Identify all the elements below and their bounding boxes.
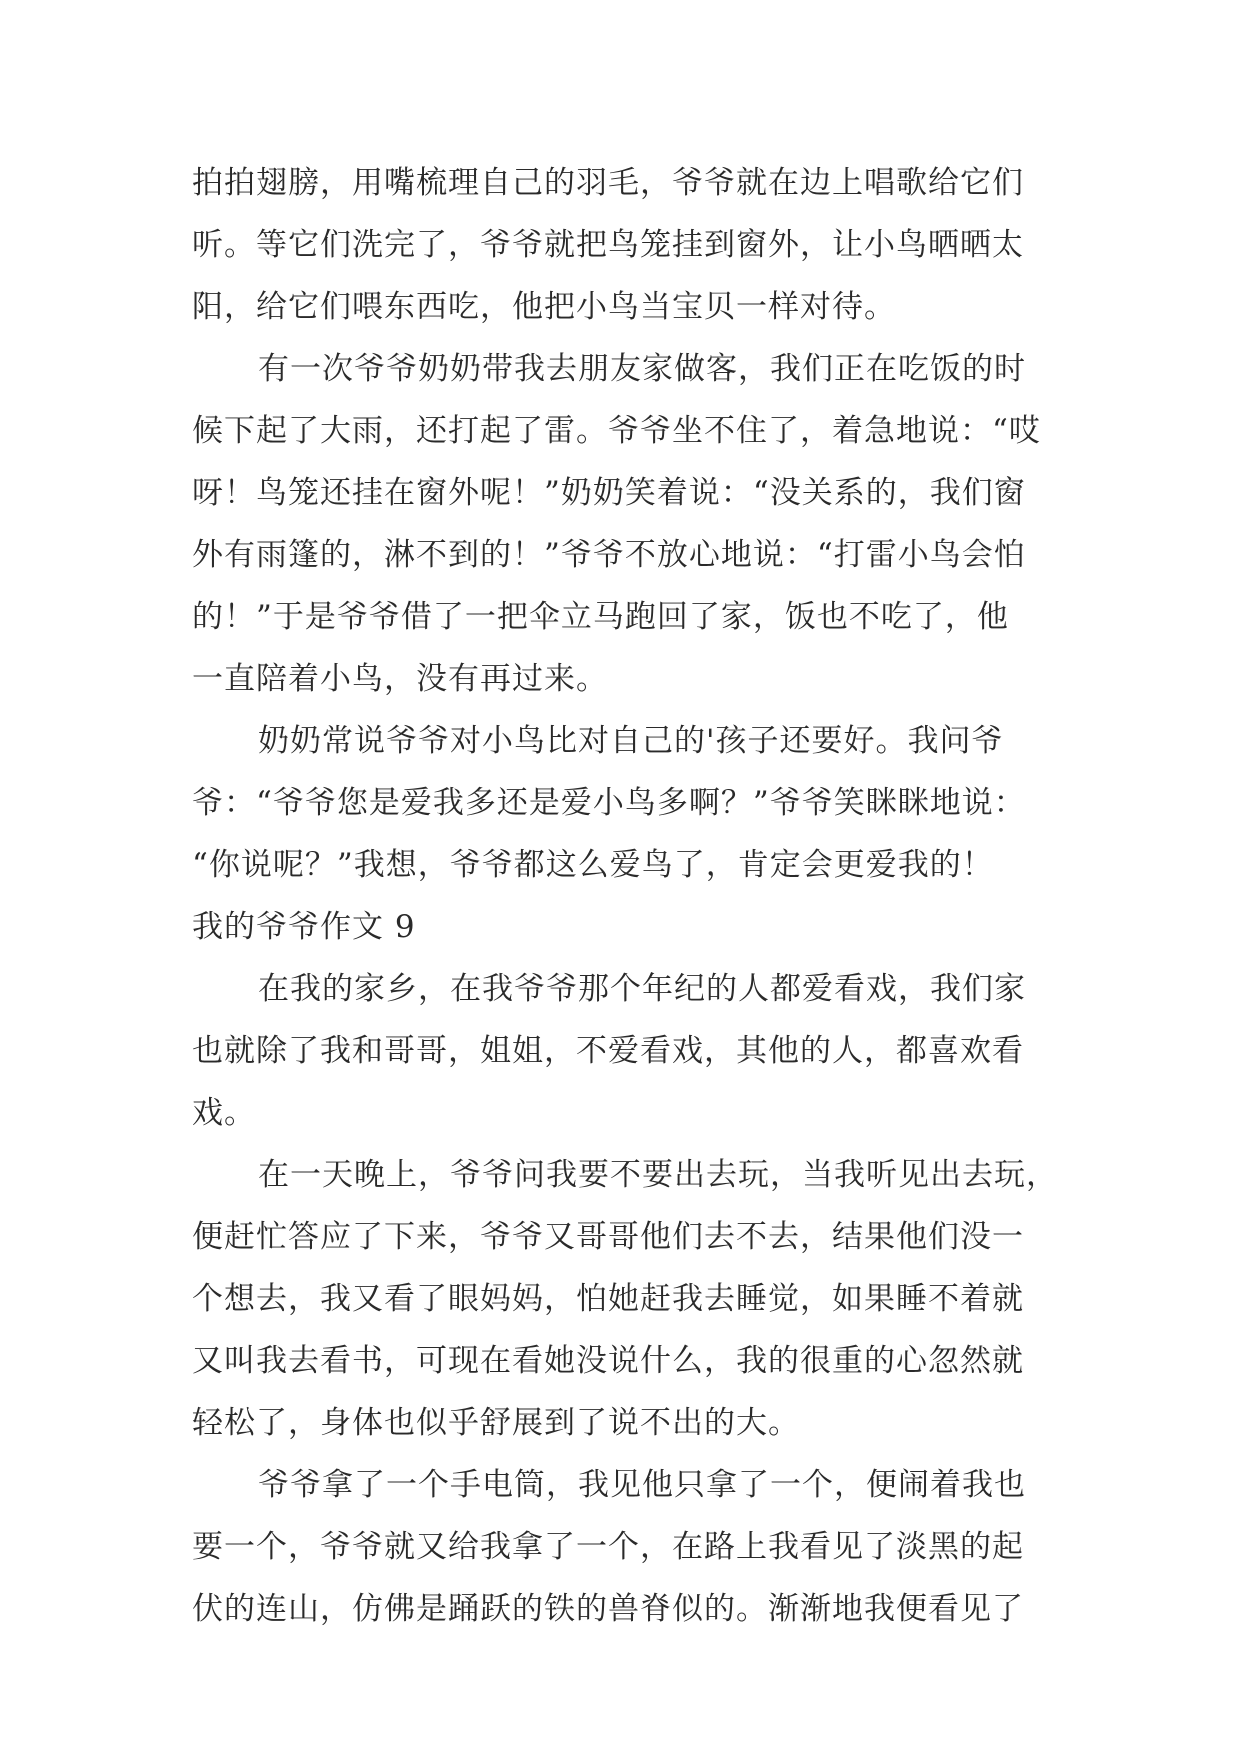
- text-line: 也就除了我和哥哥，姐姐，不爱看戏，其他的人，都喜欢看: [192, 1033, 1024, 1069]
- text-line: 又叫我去看书，可现在看她没说什么，我的很重的心忽然就: [192, 1343, 1024, 1379]
- text-line: 一直陪着小鸟，没有再过来。: [192, 661, 608, 697]
- paragraph-start-line: 在我的家乡，在我爷爷那个年纪的人都爱看戏，我们家: [258, 971, 1026, 1007]
- text-line: 听。等它们洗完了，爷爷就把鸟笼挂到窗外，让小鸟晒晒太: [192, 227, 1024, 263]
- text-line: 外有雨篷的，淋不到的！”爷爷不放心地说：“打雷小鸟会怕: [192, 537, 1026, 573]
- text-line: 爷：“爷爷您是爱我多还是爱小鸟多啊？”爷爷笑眯眯地说：: [192, 785, 1026, 821]
- text-line: 拍拍翅膀，用嘴梳理自己的羽毛，爷爷就在边上唱歌给它们: [192, 165, 1024, 201]
- section-heading: 我的爷爷作文 9: [192, 909, 416, 945]
- text-line: 候下起了大雨，还打起了雷。爷爷坐不住了，着急地说：“哎: [192, 413, 1041, 449]
- text-line: “你说呢？”我想，爷爷都这么爱鸟了，肯定会更爱我的！: [192, 847, 994, 883]
- text-line: 便赶忙答应了下来，爷爷又哥哥他们去不去，结果他们没一: [192, 1219, 1024, 1255]
- text-line: 的！”于是爷爷借了一把伞立马跑回了家，饭也不吃了，他: [192, 599, 1009, 635]
- paragraph-start-line: 爷爷拿了一个手电筒，我见他只拿了一个，便闹着我也: [258, 1467, 1026, 1503]
- text-line: 阳，给它们喂东西吃，他把小鸟当宝贝一样对待。: [192, 289, 896, 325]
- paragraph-start-line: 奶奶常说爷爷对小鸟比对自己的'孩子还要好。我问爷: [258, 723, 1004, 759]
- text-line: 伏的连山，仿佛是踊跃的铁的兽脊似的。渐渐地我便看见了: [192, 1591, 1024, 1627]
- paragraph-start-line: 在一天晚上，爷爷问我要不要出去玩，当我听见出去玩，: [258, 1157, 1058, 1193]
- text-line: 呀！鸟笼还挂在窗外呢！”奶奶笑着说：“没关系的，我们窗: [192, 475, 1026, 511]
- text-line: 戏。: [192, 1095, 256, 1131]
- document-body: [192, 152, 1087, 1640]
- text-line: 个想去，我又看了眼妈妈，怕她赶我去睡觉，如果睡不着就: [192, 1281, 1024, 1317]
- text-line: 轻松了，身体也似乎舒展到了说不出的大。: [192, 1405, 800, 1441]
- text-line: 要一个，爷爷就又给我拿了一个，在路上我看见了淡黑的起: [192, 1529, 1024, 1565]
- paragraph-start-line: 有一次爷爷奶奶带我去朋友家做客，我们正在吃饭的时: [258, 351, 1026, 387]
